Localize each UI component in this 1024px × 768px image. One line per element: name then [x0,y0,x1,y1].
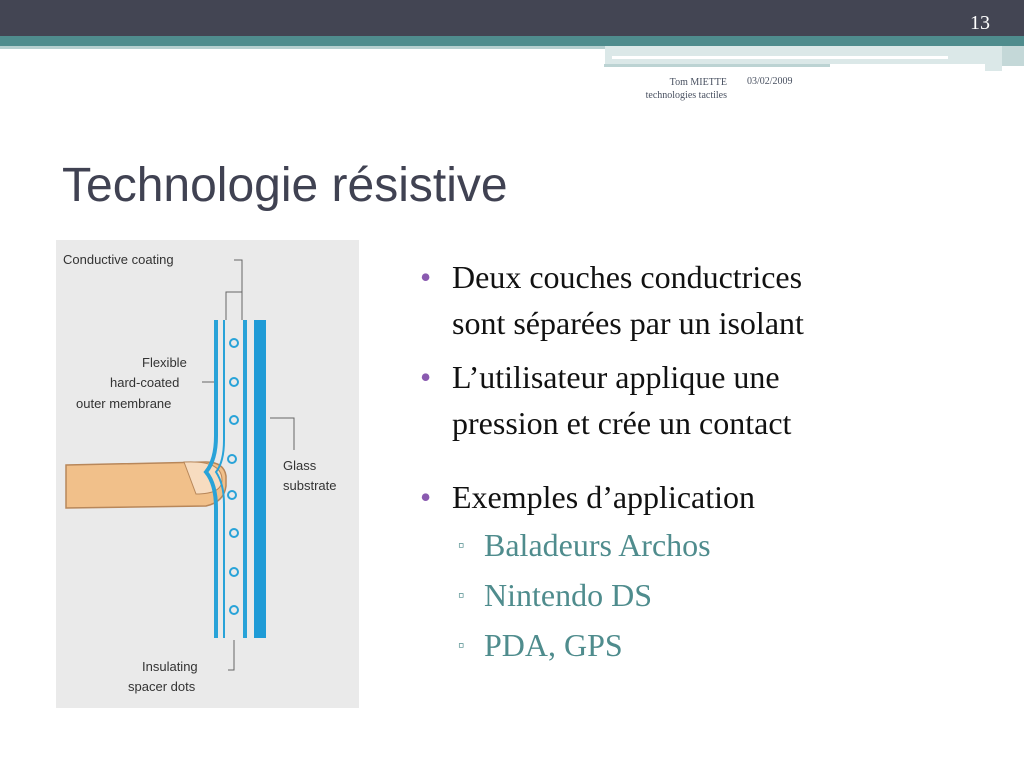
bullet-item [420,474,1000,520]
spacer-dot [228,455,236,463]
resistive-diagram [56,240,359,708]
header-decoration [1002,46,1024,66]
slide-number: 13 [970,12,990,34]
square-bullet-icon: ▫ [458,535,465,555]
spacer-dot [230,529,238,537]
leader-conductive [226,260,242,320]
bullet-text: Exemples d’application [452,479,756,515]
spacer-dot [230,339,238,347]
footer-author-block [600,76,727,102]
conductive-layer [243,320,247,638]
bullet-list [420,254,1000,670]
header-decoration [985,46,1002,71]
square-bullet-icon: ▫ [458,585,465,605]
spacer-dot [230,606,238,614]
bullet-item [420,254,1000,346]
slide-title: Technologie résistive [62,159,508,212]
leader-insulating [228,640,234,670]
label-glass: Glass [283,458,317,473]
sub-bullet-item [420,570,1000,620]
spacer-dot [230,378,238,386]
sub-bullet-text: Baladeurs Archos [484,527,711,563]
footer-author: Tom MIETTE [669,77,727,88]
top-bar [0,0,1024,36]
footer-date: 03/02/2009 [747,76,793,87]
sub-bullet-item [420,520,1000,570]
accent-stripe [0,36,1024,46]
bullet-item [420,354,1000,446]
header-decoration-line [612,56,948,59]
bullet-text: sont séparées par un isolant [452,305,804,341]
label-hard-coated: hard-coated [110,375,180,390]
sub-bullet-item [420,620,1000,670]
label-outer-membrane: outer membrane [76,396,172,411]
sub-bullet-text: PDA, GPS [484,627,623,663]
bullet-icon: • [420,259,432,295]
label-flexible: Flexible [142,355,187,370]
bullet-text: Deux couches conductrices [452,259,803,295]
header-decoration [605,46,1024,64]
label-substrate: substrate [283,478,337,493]
bullet-text: L’utilisateur applique une [452,359,780,395]
square-bullet-icon: ▫ [458,635,465,655]
label-conductive-coating: Conductive coating [63,252,174,267]
bullet-icon: • [420,359,432,395]
label-spacer-dots: spacer dots [128,679,196,694]
bullet-text: pression et crée un contact [452,405,792,441]
glass-substrate-layer [254,320,266,638]
sub-bullet-text: Nintendo DS [484,577,652,613]
label-insulating: Insulating [142,659,198,674]
spacer-dot [230,568,238,576]
footer-subtitle: technologies tactiles [645,90,727,101]
bullet-icon: • [420,479,432,515]
spacer-dot [228,491,236,499]
header-decoration-line [604,64,830,67]
leader-glass [270,418,294,450]
spacer-dot [230,416,238,424]
